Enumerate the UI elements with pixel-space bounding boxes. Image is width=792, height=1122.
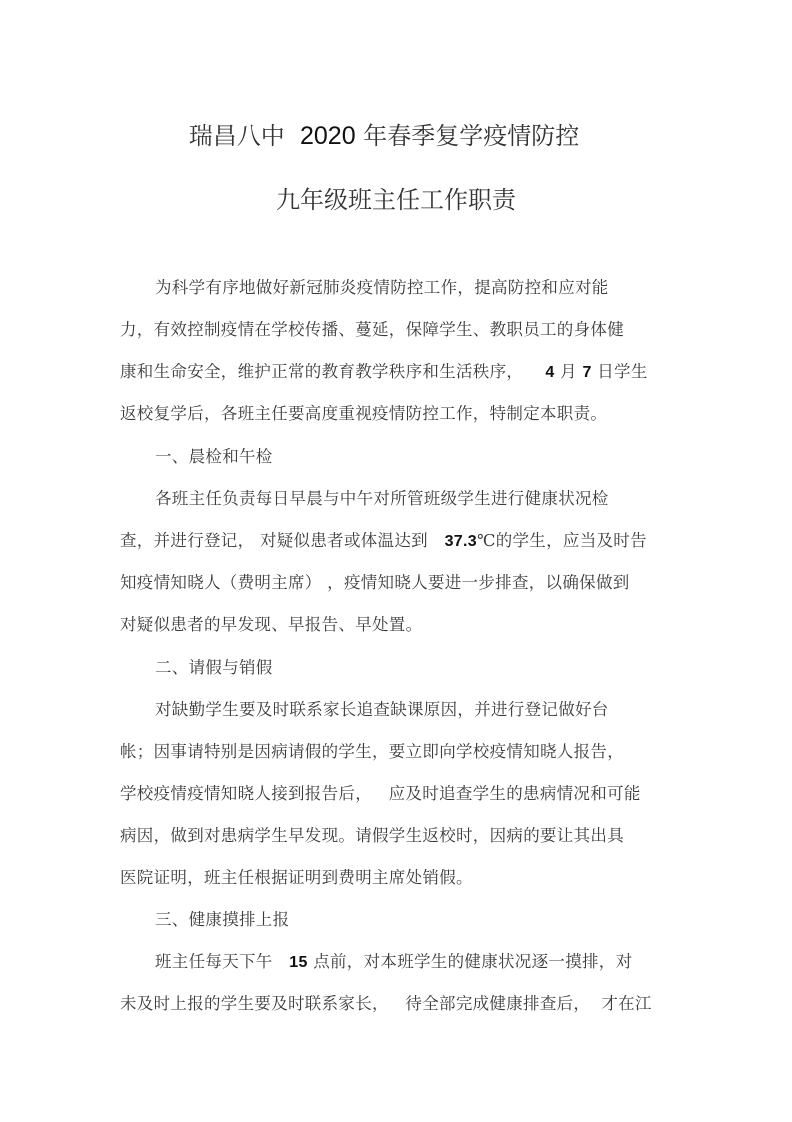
section2-line-1: 对缺勤学生要及时联系家长追查缺课原因，并进行登记做好台 bbox=[155, 700, 609, 719]
document-title-line1 bbox=[0, 116, 780, 151]
section3-line-1 bbox=[155, 948, 632, 972]
section2-line-4: 病因，做到对患病学生早发现。请假学生返校时，因病的要让其出具 bbox=[120, 826, 624, 845]
intro-line-1: 为科学有序地做好新冠肺炎疫情防控工作，提高防控和应对能 bbox=[155, 278, 609, 297]
section2-line-5: 医院证明，班主任根据证明到费明主席处销假。 bbox=[120, 868, 473, 887]
title-suffix: 年春季复学疫情防控 bbox=[355, 122, 580, 150]
section3-line-1-text-b: 点前，对本班学生的健康状况逐一摸排，对 bbox=[307, 952, 633, 971]
section2-heading: 二、请假与销假 bbox=[155, 658, 273, 677]
intro-line-3 bbox=[120, 358, 648, 382]
section2-line-2: 帐；因事请特别是因病请假的学生，要立即向学校疫情知晓人报告， bbox=[120, 742, 624, 761]
section1-line-2-text: 查，并进行登记， 对疑似患者或体温达到 bbox=[120, 531, 445, 550]
intro-line-3-text-c: 日学生 bbox=[591, 362, 648, 381]
title-year: 2020 bbox=[300, 122, 356, 150]
section1-heading: 一、晨检和午检 bbox=[155, 447, 273, 466]
intro-line-4: 返校复学后，各班主任要高度重视疫情防控工作，特制定本职责。 bbox=[120, 404, 608, 423]
intro-line-3-text: 康和生命安全，维护正常的教育教学秩序和生活秩序， bbox=[120, 362, 546, 381]
section3-line-2: 未及时上报的学生要及时联系家长， 待全部完成健康排查后， 才在江 bbox=[120, 994, 652, 1013]
intro-line-2: 力，有效控制疫情在学校传播、蔓延，保障学生、教职员工的身体健 bbox=[120, 320, 624, 339]
section3-line-1-text: 班主任每天下午 bbox=[155, 952, 290, 971]
section3-heading: 三、健康摸排上报 bbox=[155, 910, 290, 929]
section1-line-2 bbox=[120, 527, 647, 551]
hour-value: 15 bbox=[289, 954, 308, 971]
intro-day: 7 bbox=[582, 364, 592, 381]
section1-line-4: 对疑似患者的早发现、早报告、早处置。 bbox=[120, 615, 423, 634]
temperature-value: 37.3 bbox=[444, 533, 477, 550]
section2-line-3: 学校疫情疫情知晓人接到报告后， 应及时追查学生的患病情况和可能 bbox=[120, 784, 641, 803]
title-prefix: 瑞昌八中 bbox=[188, 122, 300, 150]
intro-line-3-text-b: 月 bbox=[554, 362, 583, 381]
section1-line-3: 知疫情知晓人（费明主席） ，疫情知晓人要进一步排查，以确保做到 bbox=[120, 573, 630, 592]
document-title-line2: 九年级班主任工作职责 bbox=[276, 186, 516, 214]
section1-line-1: 各班主任负责每日早晨与中午对所管班级学生进行健康状况检 bbox=[155, 489, 609, 508]
section1-line-2-text-b: ℃的学生，应当及时告 bbox=[476, 531, 647, 550]
intro-month: 4 bbox=[545, 364, 555, 381]
